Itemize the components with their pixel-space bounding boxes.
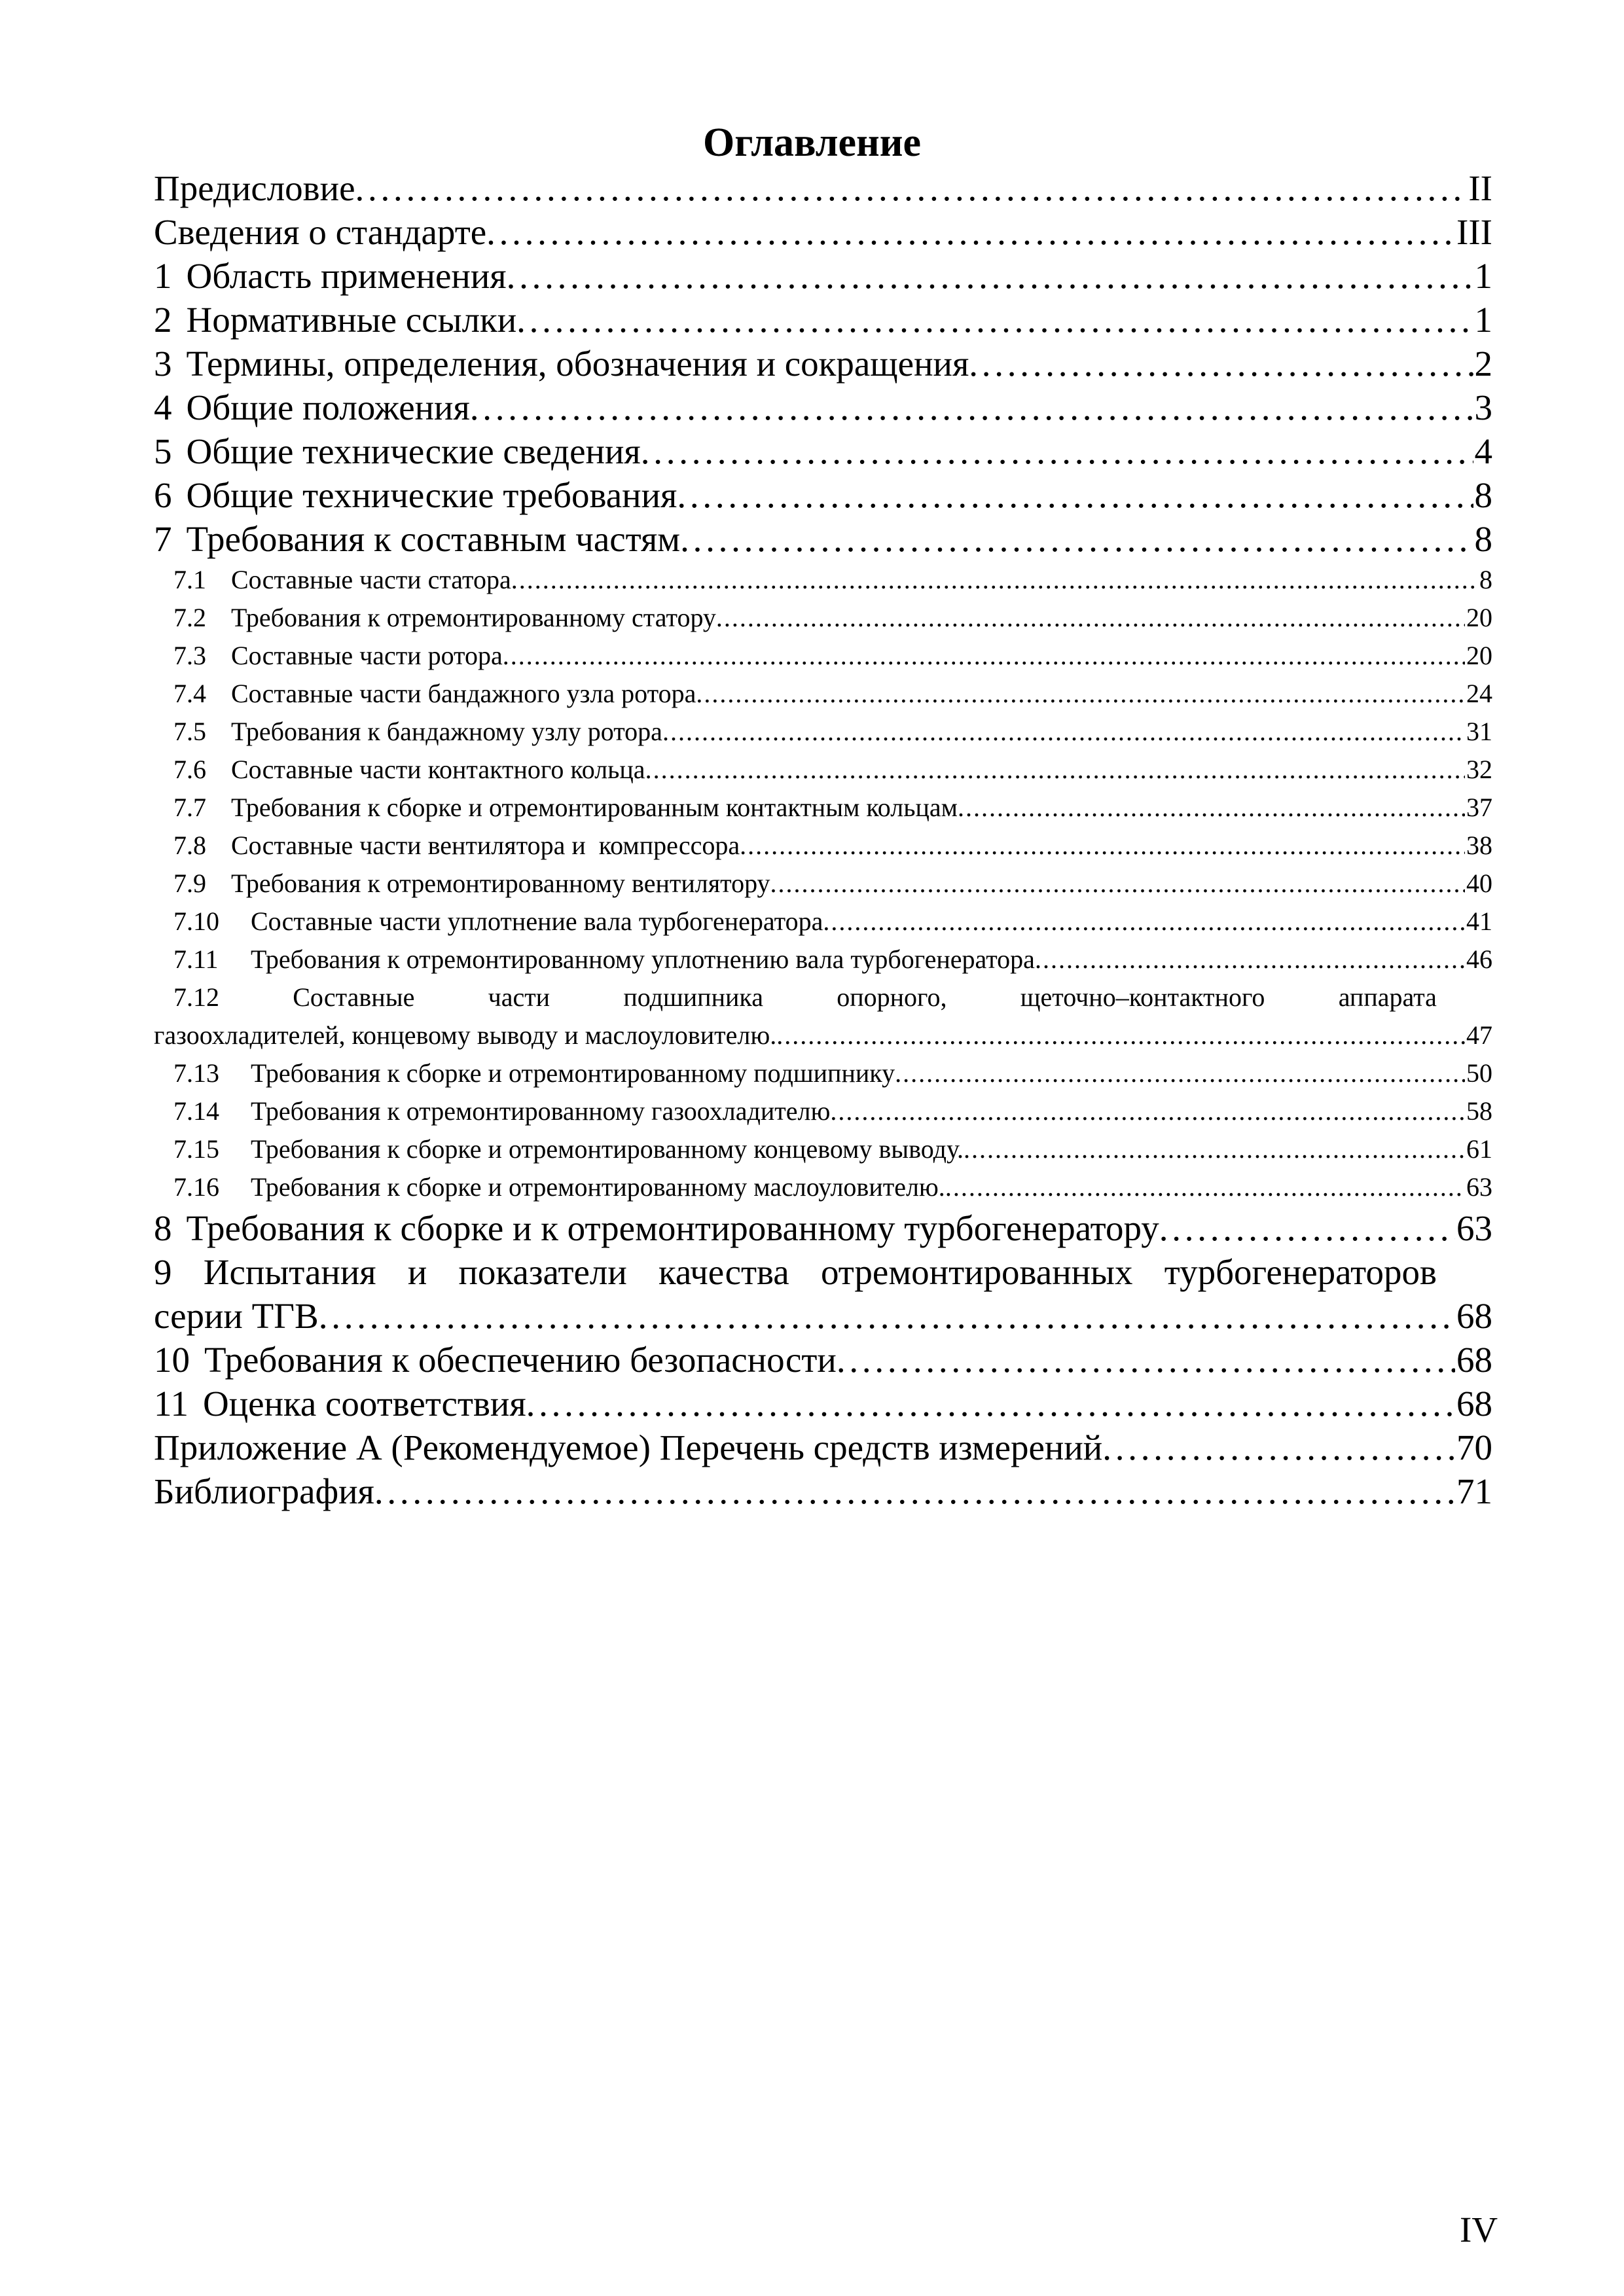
dot-leader [716,599,1465,637]
toc-entry-number: 8 [154,1208,172,1248]
toc-subentry-7-5[interactable] [154,713,1492,751]
toc-entry-page: 8 [1479,565,1492,594]
toc-entry-page: 63 [1456,1208,1492,1248]
dot-leader [1102,1426,1455,1469]
toc-entry-page: 47 [1466,1020,1492,1050]
toc-entry-page: 2 [1474,344,1492,384]
toc-entry-page: 38 [1466,831,1492,860]
toc-entry-number: 7.7 [173,793,206,822]
toc-entry-page: 50 [1466,1058,1492,1088]
dot-leader [823,903,1465,941]
toc-entry-word: аппарата [1338,982,1437,1012]
toc-subentry-7-7[interactable] [154,789,1492,827]
toc-entry-page: 8 [1474,519,1492,559]
toc-subentry-7-11[interactable] [154,941,1492,978]
toc-entry-word: опорного, [837,982,947,1012]
toc-subentry-7-16[interactable] [154,1168,1492,1206]
toc-entry-page: 3 [1474,387,1492,427]
toc-entry-7[interactable] [154,517,1492,561]
toc-entry-label: Требования к сборке и отремонтированному концевому выводу. [251,1134,964,1164]
toc-entry-number: 7.10 [173,906,219,936]
dot-leader [776,1016,1465,1054]
toc-entry-page: 63 [1466,1172,1492,1202]
toc-entry-word: качества [659,1252,789,1292]
toc-entry-label: Составные части бандажного узла ротора [231,679,696,708]
dot-leader [374,1469,1455,1513]
toc-entry-number: 7.13 [173,1058,219,1088]
dot-leader [662,713,1465,751]
toc-entry-page: 32 [1466,755,1492,784]
toc-title: Оглавление [703,120,921,165]
dot-leader [503,637,1465,675]
toc-entry-label: Требования к отремонтированному газоохладителю [251,1096,831,1126]
toc-entry-standard-info[interactable] [154,210,1492,254]
toc-entry-word: части [488,982,550,1012]
toc-entry-number: 5 [154,431,172,471]
toc-entry-9[interactable] [154,1250,1492,1294]
toc-entry-4[interactable] [154,386,1492,429]
toc-entry-word: Испытания [203,1252,376,1292]
toc-entry-page: 1 [1474,300,1492,340]
toc-entry-label: Предисловие [154,168,355,208]
toc-entry-number: 9 [154,1252,172,1292]
dot-leader [770,865,1465,903]
toc-entry-1[interactable] [154,254,1492,298]
toc-entry-word: щеточно–контактного [1020,982,1265,1012]
toc-entry-number: 7.15 [173,1134,219,1164]
toc-entry-page: 37 [1466,793,1492,822]
toc-entry-number: 7.3 [173,641,206,670]
toc-entry-number: 7.12 [173,982,219,1012]
toc-subentry-7-6[interactable] [154,751,1492,789]
dot-leader [641,429,1473,473]
toc-entry-label: газоохладителей, концевому выводу и маслоуловителю. [154,1020,777,1050]
dot-leader [945,1168,1465,1206]
dot-leader [969,342,1473,386]
toc-entry-label: Требования к составным частям [186,519,681,559]
toc-entry-page: 20 [1466,641,1492,670]
toc-subentry-7-3[interactable] [154,637,1492,675]
toc-entry-page: II [1468,168,1492,208]
toc-entry-label: Требования к сборке и отремонтированным контактным кольцам [231,793,958,822]
toc-entry-page: 20 [1466,603,1492,632]
toc-entry-label: Составные части статора [231,565,511,594]
toc-entry-9-continuation[interactable] [154,1294,1492,1338]
toc-entry-2[interactable] [154,298,1492,342]
toc-entry-number: 7.14 [173,1096,219,1126]
toc-entry-label: Составные части уплотнение вала турбогенератора [251,906,823,936]
toc-entry-8[interactable] [154,1206,1492,1250]
toc-entry-10[interactable] [154,1338,1492,1382]
toc-entry-page: 41 [1466,906,1492,936]
dot-leader [511,561,1478,599]
toc-entry-label: Область применения [186,256,507,296]
toc-entry-label: Требования к сборке и к отремонтированному турбогенератору [186,1208,1159,1248]
toc-entry-number: 7.8 [173,831,206,860]
toc-entry-number: 3 [154,344,172,384]
toc-entry-label: Общие технические требования [186,475,677,515]
toc-subentry-7-2[interactable] [154,599,1492,637]
toc-entry-label: Библиография [154,1471,374,1511]
toc-entry-page: III [1456,212,1492,252]
toc-subentry-7-10[interactable] [154,903,1492,941]
toc-entry-label: Термины, определения, обозначения и сокращения [186,344,969,384]
table-of-contents [154,166,1492,1513]
dot-leader [837,1338,1455,1382]
toc-entry-number: 7.9 [173,869,206,898]
dot-leader [1159,1206,1455,1250]
toc-entry-label: Требования к сборке и отремонтированному подшипнику [251,1058,895,1088]
toc-entry-label: Составные части контактного кольца [231,755,645,784]
toc-entry-label: Приложение А (Рекомендуемое) Перечень средств измерений [154,1427,1103,1467]
toc-entry-label: Сведения о стандарте [154,212,487,252]
toc-entry-label: Составные части вентилятора и компрессора [231,831,740,860]
dot-leader [696,675,1465,713]
toc-entry-number: 10 [154,1340,190,1380]
toc-entry-page: 58 [1466,1096,1492,1126]
toc-entry-number: 7.5 [173,717,206,746]
dot-leader [355,166,1468,210]
toc-entry-page: 46 [1466,944,1492,974]
dot-leader [680,517,1473,561]
toc-subentry-7-4[interactable] [154,675,1492,713]
toc-entry-page: 68 [1456,1340,1492,1380]
toc-entry-label: Требования к отремонтированному вентилятору [231,869,770,898]
dot-leader [516,298,1473,342]
toc-entry-number: 7.11 [173,944,219,974]
toc-entry-page: 4 [1474,431,1492,471]
toc-subentry-7-15[interactable] [154,1130,1492,1168]
toc-entry-number: 2 [154,300,172,340]
toc-entry-label: Общие технические сведения [186,431,641,471]
toc-entry-label: Требования к отремонтированному уплотнению вала турбогенератора [251,944,1035,974]
toc-entry-label: Оценка соответствия [202,1384,526,1424]
dot-leader [486,210,1455,254]
toc-entry-number: 7.16 [173,1172,219,1202]
toc-entry-number: 1 [154,256,172,296]
toc-entry-page: 71 [1456,1471,1492,1511]
toc-entry-word: и [407,1252,427,1292]
toc-entry-label: Требования к отремонтированному статору [231,603,716,632]
toc-entry-11[interactable] [154,1382,1492,1426]
toc-entry-page: 68 [1456,1384,1492,1424]
toc-subentry-7-13[interactable] [154,1054,1492,1092]
dot-leader [526,1382,1455,1426]
toc-entry-number: 4 [154,387,172,427]
toc-entry-number: 7.4 [173,679,206,708]
dot-leader [964,1130,1465,1168]
toc-subentry-7-12-continuation[interactable] [154,1016,1492,1054]
dot-leader [677,473,1473,517]
toc-subentry-7-1[interactable] [154,561,1492,599]
dot-leader [895,1054,1465,1092]
dot-leader [645,751,1465,789]
toc-subentry-7-8[interactable] [154,827,1492,865]
toc-entry-word: подшипника [623,982,763,1012]
toc-entry-page: 40 [1466,869,1492,898]
toc-entry-page: 61 [1466,1134,1492,1164]
toc-entry-label: Общие положения [186,387,470,427]
toc-entry-bibliography[interactable] [154,1469,1492,1513]
dot-leader [740,827,1465,865]
toc-entry-page: 8 [1474,475,1492,515]
toc-entry-label: Требования к сборке и отремонтированному маслоуловителю. [251,1172,945,1202]
toc-entry-preface[interactable] [154,166,1492,210]
dot-leader [1035,941,1465,978]
toc-entry-3[interactable] [154,342,1492,386]
toc-entry-word: Составные [293,982,415,1012]
dot-leader [470,386,1473,429]
toc-entry-5[interactable] [154,429,1492,473]
toc-entry-label: Требования к бандажному узлу ротора [231,717,662,746]
toc-entry-word: отремонтированных [820,1252,1133,1292]
toc-subentry-7-12[interactable] [154,978,1492,1016]
toc-entry-number: 11 [154,1384,189,1424]
toc-entry-page: 31 [1466,717,1492,746]
toc-entry-number: 6 [154,475,172,515]
toc-entry-number: 7.6 [173,755,206,784]
toc-entry-word: показатели [458,1252,627,1292]
toc-entry-label: Составные части ротора [231,641,503,670]
page-number: IV [1460,2210,1498,2250]
toc-entry-number: 7.1 [173,565,206,594]
dot-leader [830,1092,1465,1130]
toc-entry-word: турбогенераторов [1164,1252,1437,1292]
dot-leader [319,1294,1455,1338]
toc-entry-appendix-a[interactable] [154,1426,1492,1469]
toc-entry-number: 7 [154,519,172,559]
dot-leader [507,254,1473,298]
toc-entry-6[interactable] [154,473,1492,517]
toc-subentry-7-14[interactable] [154,1092,1492,1130]
toc-entry-page: 1 [1474,256,1492,296]
toc-entry-label: Нормативные ссылки [186,300,517,340]
toc-entry-page: 70 [1456,1427,1492,1467]
toc-entry-label: Требования к обеспечению безопасности [204,1340,837,1380]
toc-entry-page: 68 [1456,1296,1492,1336]
toc-entry-number: 7.2 [173,603,206,632]
toc-entry-label: серии ТГВ [154,1296,319,1336]
dot-leader [958,789,1465,827]
toc-entry-page: 24 [1466,679,1492,708]
toc-subentry-7-9[interactable] [154,865,1492,903]
